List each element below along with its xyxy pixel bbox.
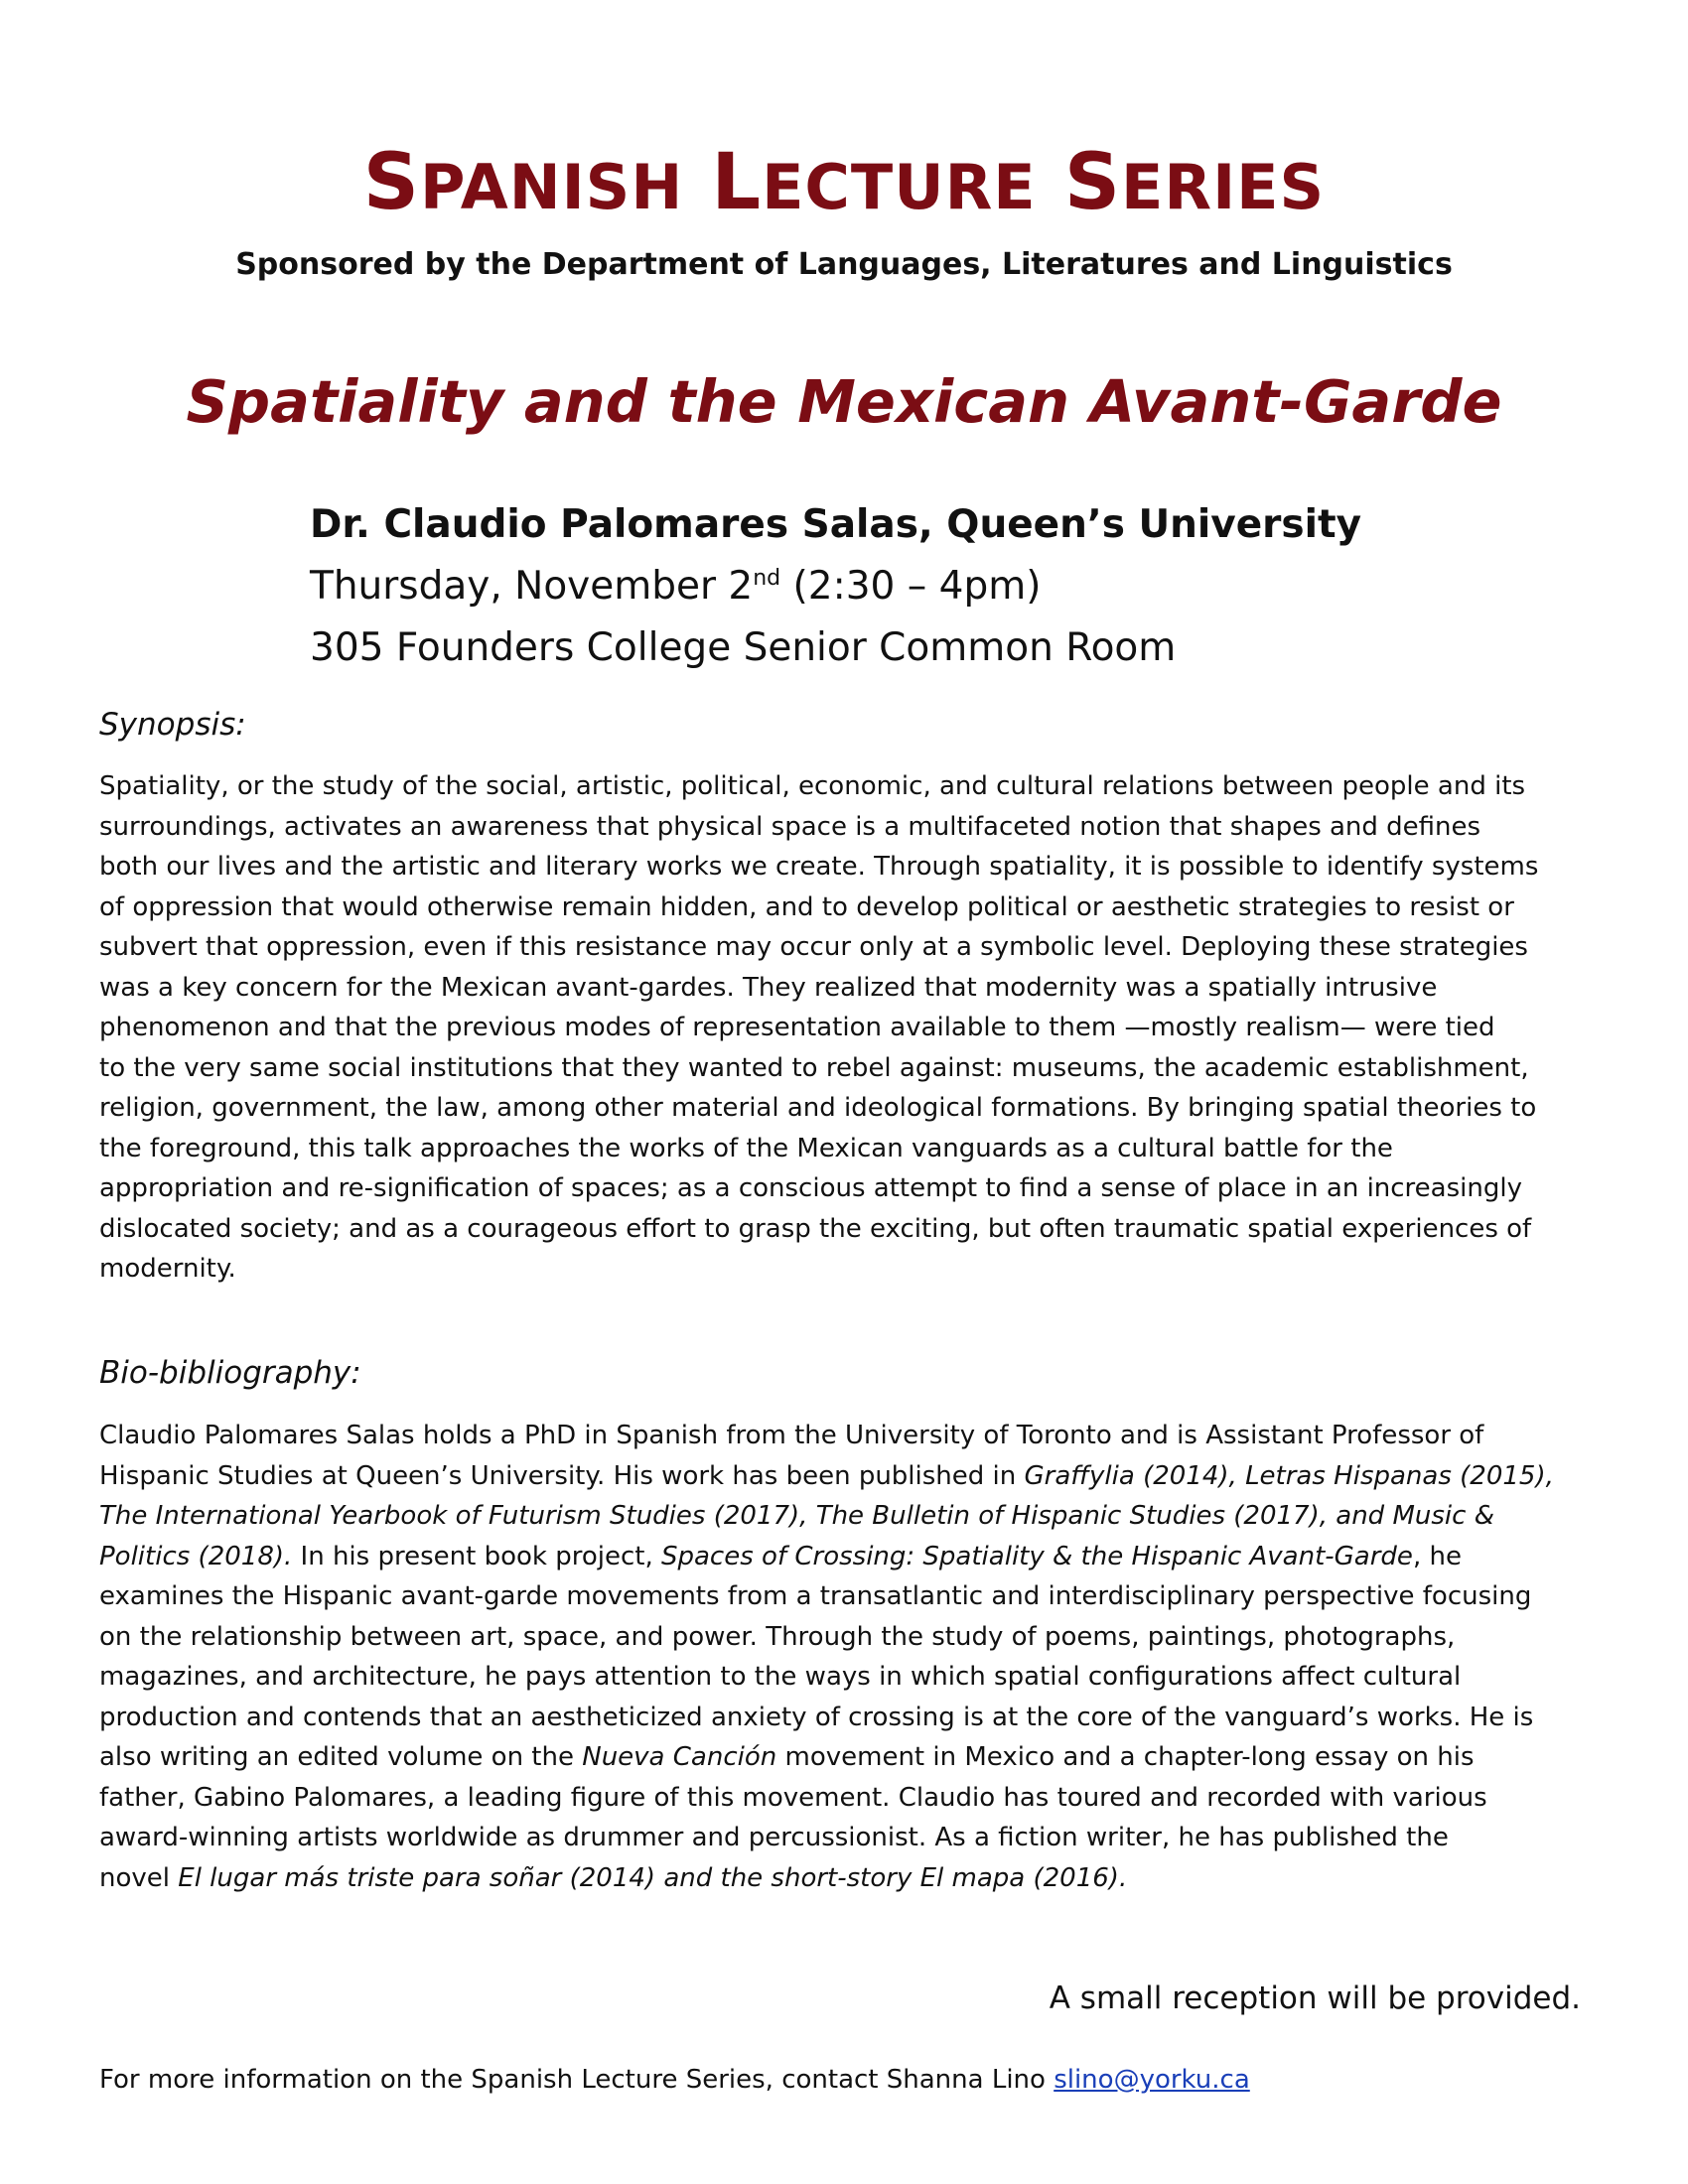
bio-text-run: , he	[1412, 1541, 1462, 1571]
synopsis-line: phenomenon and that the previous modes of representation available to them —mostly realism— were tied	[99, 1013, 1495, 1042]
location-line: 305 Founders College Senior Common Room	[310, 625, 1177, 670]
synopsis-line: modernity.	[99, 1254, 236, 1284]
bio-line: father, Gabino Palomares, a leading figure of this movement. Claudio has toured and recorded with various	[99, 1782, 1487, 1813]
lecture-title: Spatiality and the Mexican Avant-Garde	[186, 367, 1502, 436]
synopsis-line: of oppression that would otherwise remain hidden, and to develop political or aesthetic strategies to resist or	[99, 891, 1514, 922]
synopsis-line: religion, government, the law, among other material and ideological formations. By bringing spatial theories to	[99, 1093, 1537, 1123]
bio-line: magazines, and architecture, he pays attention to the ways in which spatial configurations affect cultural	[99, 1662, 1462, 1692]
bio-line: production and contends that an aestheticized anxiety of crossing is at the core of the vanguard’s works. He is	[99, 1702, 1534, 1732]
contact-email-link[interactable]: slino@yorku.ca	[1054, 2065, 1250, 2095]
lecture-details	[310, 494, 1361, 679]
synopsis-paragraph	[99, 766, 1589, 1290]
bio-italic-run: Nueva Canción	[582, 1742, 777, 1772]
contact-footer	[99, 2067, 1250, 2093]
bio-text-run: In his present book project,	[292, 1541, 661, 1571]
synopsis-line: appropriation and re-signification of spaces; as a conscious attempt to find a sense of place in an increasingly	[99, 1173, 1522, 1203]
bio-line	[99, 1737, 1589, 1778]
time-text: (2:30 – 4pm)	[780, 564, 1042, 609]
bio-paragraph	[99, 1416, 1589, 1898]
bio-line	[99, 1496, 1589, 1537]
date-superscript: nd	[753, 566, 781, 591]
bio-text-run: movement in Mexico and a chapter-long essay on his	[776, 1742, 1475, 1772]
series-title: SPANISH LECTURE SERIES	[362, 138, 1326, 227]
bio-line: award-winning artists worldwide as drummer and percussionist. As a fiction writer, he has published the	[99, 1823, 1449, 1852]
bio-line: Claudio Palomares Salas holds a PhD in Spanish from the University of Toronto and is Assistant Professor of	[99, 1421, 1484, 1450]
sponsor-line: Sponsored by the Department of Languages, Literatures and Linguistics	[235, 247, 1453, 282]
bio-heading: Bio-bibliography:	[99, 1355, 361, 1391]
bio-italic-run: The International Yearbook of Futurism Studies (2017), The Bulletin of Hispanic Studies (2017), and Music &	[99, 1501, 1494, 1531]
synopsis-line: both our lives and the artistic and literary works we create. Through spatiality, it is possible to identify systems	[99, 852, 1539, 882]
bio-book-title: Spaces of Crossing: Spatiality & the Hispanic Avant-Garde	[660, 1541, 1413, 1571]
date-line	[310, 556, 1361, 617]
bio-text-run: novel	[99, 1862, 179, 1893]
speaker-line: Dr. Claudio Palomares Salas, Queen’s University	[310, 502, 1362, 547]
synopsis-line: the foreground, this talk approaches the works of the Mexican vanguards as a cultural battle for the	[99, 1133, 1393, 1163]
synopsis-line: dislocated society; and as a courageous effort to grasp the exciting, but often traumatic spatial experiences of	[99, 1213, 1532, 1244]
synopsis-line: surroundings, activates an awareness that physical space is a multifaceted notion that shapes and defines	[99, 811, 1481, 842]
bio-line	[99, 1858, 1589, 1899]
bio-italic-run: Politics (2018).	[99, 1541, 293, 1571]
contact-text: For more information on the Spanish Lecture Series, contact Shanna Lino	[99, 2065, 1055, 2095]
bio-line	[99, 1456, 1589, 1497]
bio-italic-run: Graffylia (2014), Letras Hispanas (2015),	[1024, 1460, 1554, 1491]
synopsis-line: was a key concern for the Mexican avant-gardes. They realized that modernity was a spatially intrusive	[99, 972, 1438, 1003]
date-text: Thursday, November 2	[310, 564, 754, 609]
bio-line: on the relationship between art, space, and power. Through the study of poems, paintings, photographs,	[99, 1621, 1456, 1652]
bio-italic-run: El lugar más triste para soñar (2014) and the short-story El mapa (2016).	[178, 1862, 1128, 1893]
synopsis-line: subvert that oppression, even if this resistance may occur only at a symbolic level. Deploying these strategies	[99, 932, 1528, 962]
synopsis-line: to the very same social institutions that they wanted to rebel against: museums, the academic establishment,	[99, 1052, 1529, 1083]
bio-line	[99, 1537, 1589, 1577]
bio-line: examines the Hispanic avant-garde movements from a transatlantic and interdisciplinary perspective focusing	[99, 1581, 1532, 1611]
synopsis-heading: Synopsis:	[99, 707, 246, 743]
synopsis-line: Spatiality, or the study of the social, artistic, political, economic, and cultural relations between people and its	[99, 771, 1526, 801]
reception-note: A small reception will be provided.	[1049, 1980, 1581, 2016]
bio-text-run: also writing an edited volume on the	[99, 1742, 583, 1772]
bio-text-run: Hispanic Studies at Queen’s University. His work has been published in	[99, 1460, 1025, 1491]
